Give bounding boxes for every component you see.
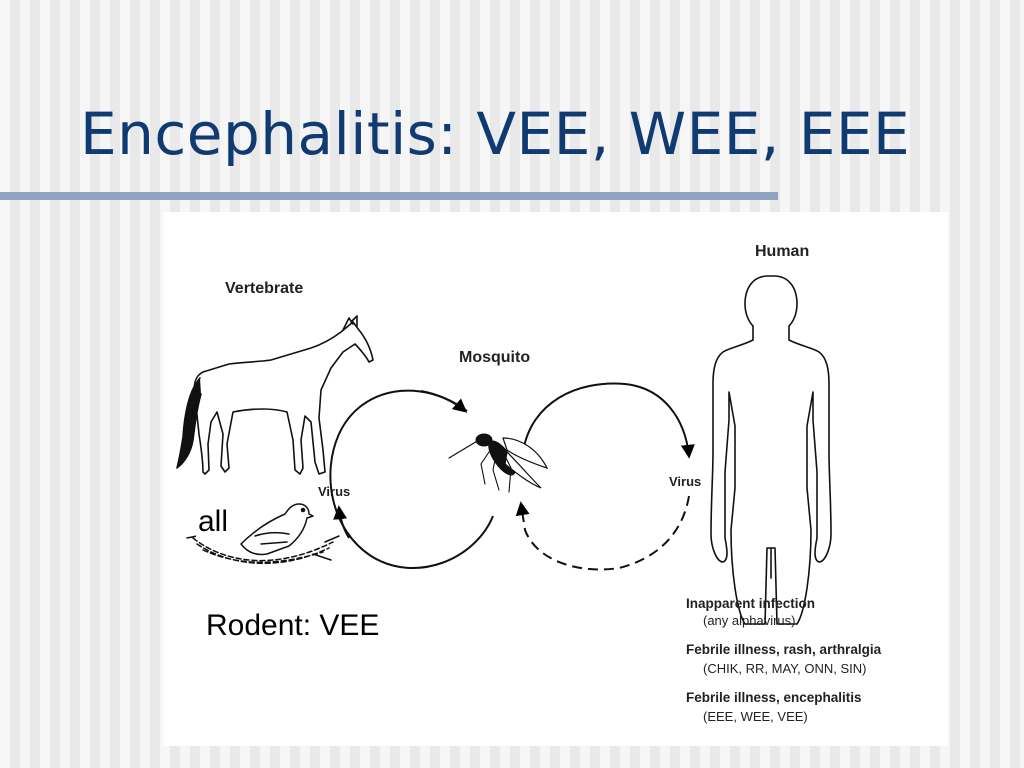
slide-title: Encephalitis: VEE, WEE, EEE — [80, 100, 911, 168]
arrow-to-human — [523, 384, 689, 456]
outcome-detail: (any alphavirus) — [703, 613, 796, 628]
human-icon — [711, 276, 831, 624]
horse-icon — [177, 316, 373, 474]
arrow-human-to-mosquito — [521, 496, 689, 569]
virus-label-left: Virus — [318, 484, 351, 499]
outcome-title: Febrile illness, encephalitis — [686, 690, 862, 705]
outcomes-list — [686, 596, 882, 724]
transmission-cycle-figure — [163, 212, 948, 746]
outcome-detail: (CHIK, RR, MAY, ONN, SIN) — [703, 661, 867, 676]
outcome-detail: (EEE, WEE, VEE) — [703, 709, 808, 724]
virus-label-right: Virus — [669, 474, 702, 489]
human-label: Human — [755, 243, 810, 260]
annotation-rodent: Rodent: VEE — [206, 609, 380, 642]
vertebrate-label: Vertebrate — [225, 280, 304, 297]
left-cycle-arc — [330, 391, 493, 568]
transmission-diagram — [163, 212, 948, 746]
annotation-all: all — [198, 505, 229, 538]
mosquito-icon — [449, 434, 547, 492]
arrow-to-mosquito — [421, 391, 465, 411]
title-underline — [0, 192, 778, 200]
outcome-title: Febrile illness, rash, arthralgia — [686, 642, 882, 657]
mosquito-label: Mosquito — [459, 349, 531, 366]
outcome-title: Inapparent infection — [686, 596, 816, 611]
